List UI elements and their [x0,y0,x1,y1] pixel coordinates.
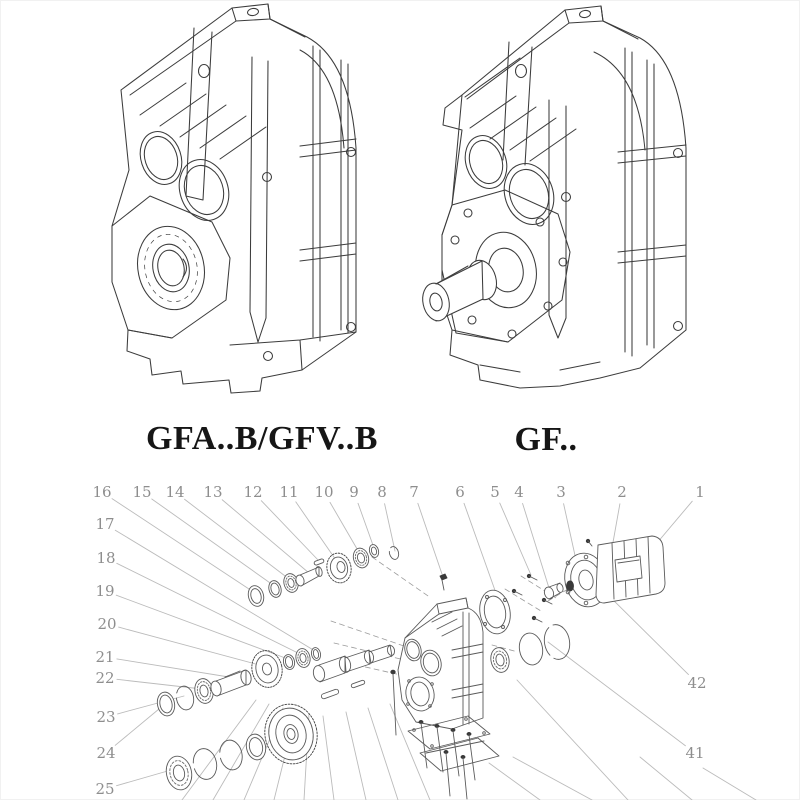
callout-13: 13 [203,483,223,501]
callout-5: 5 [490,483,500,501]
callout-12: 12 [243,483,263,501]
leader-line-9 [358,503,374,548]
callout-18: 18 [96,549,116,567]
leader-line-15 [152,499,273,585]
roller-bearing [163,754,195,792]
callout-2: 2 [617,483,627,501]
callout-15: 15 [132,483,152,501]
leader-line-cutoff [513,757,592,800]
leader-line-17 [115,530,315,651]
callout-22: 22 [95,669,115,687]
leader-line-cutoff [640,757,692,800]
leader-line-18 [117,563,302,655]
callout-6: 6 [455,483,465,501]
key [351,680,366,689]
callout-numbers [92,483,706,798]
leader-line-20 [119,627,263,666]
leader-line-cutoff [346,712,366,800]
snap-ring-large [191,746,220,781]
leader-line-10 [330,502,360,554]
leader-line-6 [464,503,497,596]
gear-2nd-stage [324,551,354,585]
leader-line-41 [548,642,685,746]
end-cap [246,584,266,608]
leader-line-cutoff [323,716,334,800]
leader-line-5 [500,503,531,575]
key [314,558,325,565]
housing-exploded [391,574,483,735]
callout-42: 42 [687,674,707,692]
leader-line-12 [261,501,319,561]
leader-line-cutoff [517,680,628,800]
callout-4: 4 [514,483,524,501]
output-shaft-exploded [312,645,396,683]
callout-7: 7 [409,483,419,501]
long-bolt [391,670,396,735]
callout-41: 41 [685,744,705,762]
callout-14: 14 [165,483,185,501]
callout-9: 9 [349,483,359,501]
spacer-ring [282,654,296,671]
callout-25: 25 [95,780,115,798]
motor-assembly [476,536,665,674]
flat-gear [248,648,285,690]
gearbox-drawing-hollow-shaft [112,4,356,393]
callout-1: 1 [695,483,705,501]
callout-10: 10 [314,483,334,501]
input-pinion [543,583,564,600]
snap-ring [217,738,245,772]
snap-ring-large [542,623,573,662]
leader-line-16 [112,499,252,591]
callout-17: 17 [95,515,115,533]
leader-line-cutoff [368,708,398,800]
motor-body [596,536,665,603]
gearbox-drawing-solid-shaft [419,6,686,388]
callout-3: 3 [556,483,566,501]
input-bearing [489,646,512,674]
o-ring [517,631,545,667]
leader-line-cutoff [489,763,540,800]
leader-line-4 [523,503,549,588]
callout-20: 20 [97,615,117,633]
callout-21: 21 [95,648,115,666]
housing-silhouette [112,4,356,393]
callout-8: 8 [377,483,387,501]
leader-line-24 [115,704,165,745]
leader-line-cutoff [703,768,756,800]
callout-11: 11 [279,483,299,501]
thrust-washer [244,732,268,761]
oil-seal [155,690,177,717]
bearing-small [294,647,312,668]
key [321,689,340,700]
leader-line-cutoff [182,700,256,800]
callout-24: 24 [96,744,116,762]
intermediate-shaft [210,669,253,697]
upper-pinion-assembly [246,544,400,609]
model-label-left: GFA..B/GFV..B [146,420,378,457]
leader-line-22 [117,679,202,689]
exploded-parts-diagram [92,483,756,800]
callout-16: 16 [92,483,112,501]
leader-line-21 [117,659,235,678]
vent-plug [440,574,447,590]
callout-19: 19 [95,582,115,600]
base-cover-assembly [408,716,499,799]
leader-line-11 [296,502,338,563]
bottom-cover [420,738,499,771]
model-label-right: GF.. [514,421,578,458]
main-gear [259,699,322,769]
callout-23: 23 [96,708,116,726]
leader-line-14 [185,499,289,579]
leader-line-7 [418,503,443,577]
washer [368,544,380,559]
leader-line-8 [385,504,395,551]
pinion-shaft [295,566,323,587]
